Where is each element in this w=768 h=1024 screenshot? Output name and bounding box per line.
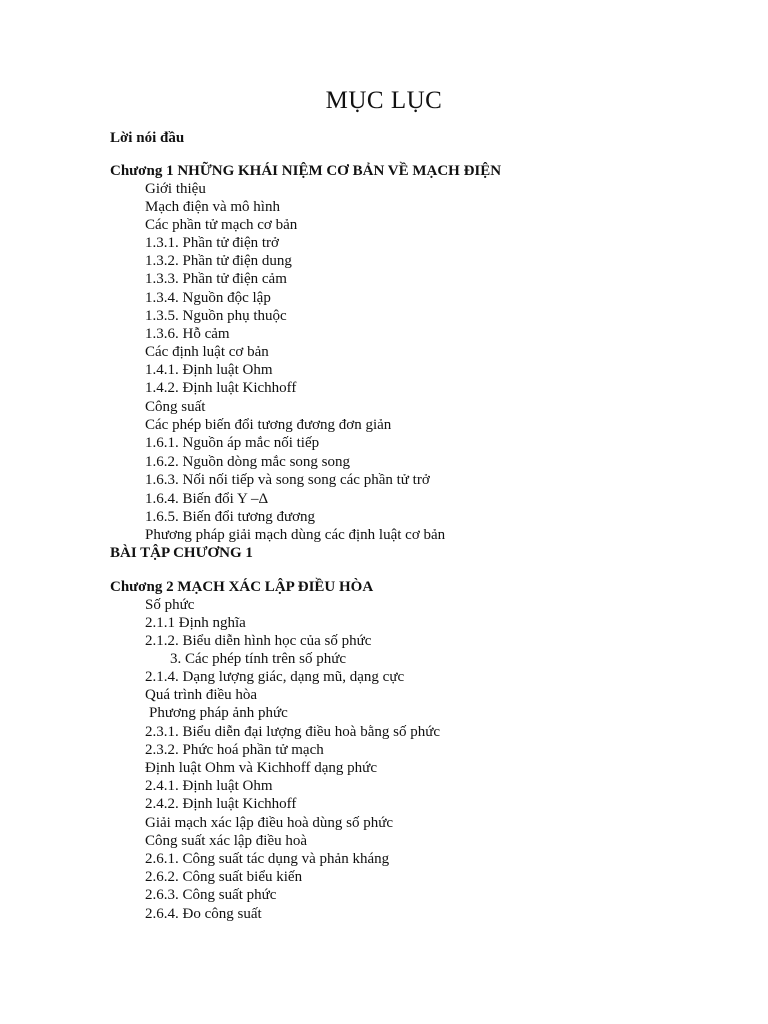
chapter-1-heading: Chương 1 NHỮNG KHÁI NIỆM CƠ BẢN VỀ MẠCH ĐIỆN — [110, 163, 502, 179]
toc-item: 1.3.3. Phần tử điện cảm — [145, 271, 287, 287]
toc-item: 1.4.1. Định luật Ohm — [145, 362, 273, 378]
toc-item: Các định luật cơ bản — [145, 344, 269, 360]
toc-item: 1.3.6. Hỗ cảm — [145, 326, 230, 342]
toc-item: 1.6.2. Nguồn dòng mắc song song — [145, 454, 350, 470]
toc-item: 2.1.4. Dạng lượng giác, dạng mũ, dạng cực — [145, 669, 405, 685]
toc-item: 2.6.2. Công suất biểu kiến — [145, 869, 303, 885]
page-title: MỤC LỤC — [325, 87, 443, 114]
toc-item: 1.3.1. Phần tử điện trở — [145, 235, 279, 251]
toc-item: Mạch điện và mô hình — [145, 199, 280, 215]
toc-preface: Lời nói đầu — [110, 130, 185, 146]
toc-item: 2.6.3. Công suất phức — [145, 887, 277, 903]
toc-item: Công suất — [145, 399, 206, 415]
toc-item: Số phức — [145, 597, 195, 613]
toc-item: 1.3.4. Nguồn độc lập — [145, 290, 271, 306]
toc-item: 1.4.2. Định luật Kichhoff — [145, 380, 297, 396]
toc-item: Giới thiệu — [145, 181, 206, 197]
toc-item: 2.4.2. Định luật Kichhoff — [145, 796, 297, 812]
toc-item: 2.3.1. Biểu diễn đại lượng điều hoà bằng số phức — [145, 724, 440, 740]
chapter-2-heading: Chương 2 MẠCH XÁC LẬP ĐIỀU HÒA — [110, 579, 374, 595]
toc-item: Định luật Ohm và Kichhoff dạng phức — [145, 760, 377, 776]
toc-item: 2.1.1 Định nghĩa — [145, 615, 246, 631]
toc-item: Phương pháp ảnh phức — [149, 705, 288, 721]
toc-item: 2.4.1. Định luật Ohm — [145, 778, 273, 794]
toc-item: Các phép biến đổi tương đương đơn giản — [145, 417, 392, 433]
toc-item: 1.6.1. Nguồn áp mắc nối tiếp — [145, 435, 320, 451]
toc-item: 1.6.5. Biến đổi tương đương — [145, 509, 316, 525]
toc-item: 3. Các phép tính trên số phức — [170, 651, 347, 667]
toc-item: 2.6.1. Công suất tác dụng và phản kháng — [145, 851, 390, 867]
toc-item: 1.6.3. Nối nối tiếp và song song các phần tử trở — [145, 472, 430, 488]
toc-item: 2.6.4. Đo công suất — [145, 906, 262, 922]
chapter-1-exercises: BÀI TẬP CHƯƠNG 1 — [110, 545, 253, 561]
toc-item: Các phần tử mạch cơ bản — [145, 217, 298, 233]
toc-item: 2.3.2. Phức hoá phần tử mạch — [145, 742, 324, 758]
toc-item: Quá trình điều hòa — [145, 687, 258, 703]
toc-item: 1.3.2. Phần tử điện dung — [145, 253, 292, 269]
toc-item: Phương pháp giải mạch dùng các định luật cơ bản — [145, 527, 446, 543]
toc-item: Giải mạch xác lập điều hoà dùng số phức — [145, 815, 394, 831]
toc-item: 1.3.5. Nguồn phụ thuộc — [145, 308, 287, 324]
toc-item: Công suất xác lập điều hoà — [145, 833, 308, 849]
toc-item: 2.1.2. Biểu diễn hình học của số phức — [145, 633, 372, 649]
toc-item: 1.6.4. Biến đổi Y –Δ — [145, 491, 269, 507]
